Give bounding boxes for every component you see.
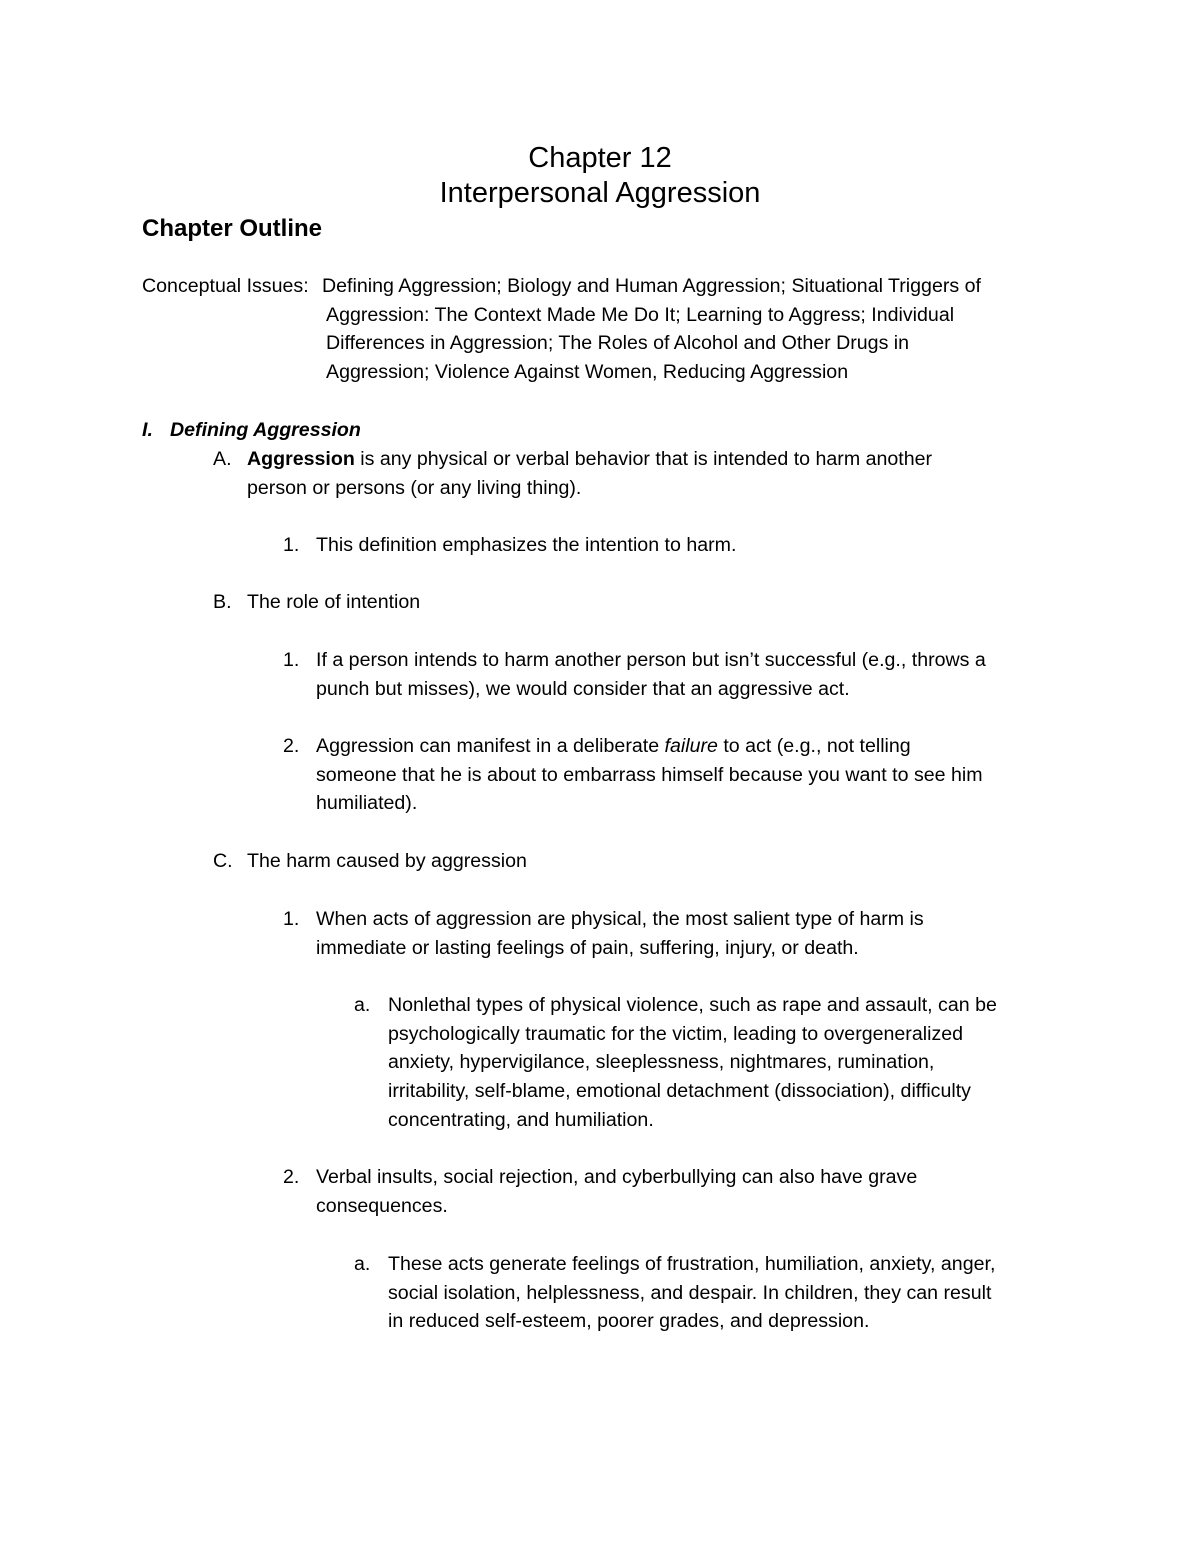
item-marker: 1.: [283, 534, 300, 556]
text-line: person or persons (or any living thing).: [247, 476, 582, 499]
subsection-title: The harm caused by aggression: [247, 850, 527, 872]
item-marker: 2.: [283, 1166, 300, 1188]
chapter-number: Chapter 12: [528, 142, 672, 174]
item-marker: 1.: [283, 908, 300, 930]
outline-heading: Chapter Outline: [142, 215, 323, 242]
text-line: If a person intends to harm another person but isn’t successful (e.g., throws a: [316, 649, 986, 671]
list-item: [316, 1163, 917, 1220]
text-line: concentrating, and humiliation.: [388, 1108, 654, 1131]
text-line: Aggression; Violence Against Women, Reducing Aggression: [326, 361, 849, 384]
section-marker: I.: [142, 419, 153, 441]
text-line: psychologically traumatic for the victim, leading to overgeneralized: [388, 1022, 964, 1045]
text-line: Verbal insults, social rejection, and cyberbullying can also have grave: [316, 1166, 918, 1188]
text-line: When acts of aggression are physical, the most salient type of harm is: [316, 908, 924, 930]
text-line: social isolation, helplessness, and despair. In children, they can result: [388, 1281, 992, 1304]
item-marker: A.: [213, 448, 232, 470]
text-line: Aggression can manifest in a deliberate: [316, 735, 665, 757]
chapter-title: Interpersonal Aggression: [439, 177, 761, 209]
text-line: someone that he is about to embarrass himself because you want to see him: [316, 763, 983, 786]
text-line: humiliated).: [316, 792, 418, 815]
list-item: [316, 732, 983, 818]
item-marker: 2.: [283, 735, 300, 757]
text-line: Nonlethal types of physical violence, such as rape and assault, can be: [388, 994, 997, 1016]
text-line: anxiety, hypervigilance, sleeplessness, nightmares, rumination,: [388, 1051, 935, 1074]
emphasis: failure: [664, 735, 718, 757]
text-line: consequences.: [316, 1194, 448, 1217]
text-line: Aggression: The Context Made Me Do It; Learning to Aggress; Individual: [326, 303, 955, 326]
item-marker: 1.: [283, 649, 300, 671]
definition-paragraph: [247, 445, 932, 502]
item-marker: a.: [354, 1253, 371, 1275]
text-line: to act (e.g., not telling: [717, 735, 911, 757]
text-line: is any physical or verbal behavior that is intended to harm another: [354, 448, 933, 470]
text-line: Defining Aggression; Biology and Human Aggression; Situational Triggers of: [322, 275, 981, 297]
list-item: [316, 646, 986, 703]
list-item: [316, 905, 924, 962]
conceptual-issues-text: [322, 272, 981, 387]
text-line: These acts generate feelings of frustration, humiliation, anxiety, anger,: [388, 1253, 996, 1275]
subsection-title: The role of intention: [247, 591, 421, 613]
item-marker: B.: [213, 591, 232, 613]
list-item: This definition emphasizes the intention to harm.: [316, 534, 737, 556]
term: Aggression: [247, 448, 355, 470]
text-line: punch but misses), we would consider that an aggressive act.: [316, 677, 850, 700]
conceptual-issues-label: Conceptual Issues:: [142, 275, 309, 297]
text-line: in reduced self-esteem, poorer grades, and depression.: [388, 1310, 870, 1333]
list-item: [388, 991, 997, 1134]
section-title: Defining Aggression: [170, 419, 361, 441]
text-line: immediate or lasting feelings of pain, suffering, injury, or death.: [316, 936, 859, 959]
text-line: irritability, self-blame, emotional detachment (dissociation), difficulty: [388, 1080, 971, 1103]
item-marker: a.: [354, 994, 371, 1016]
text-line: Differences in Aggression; The Roles of Alcohol and Other Drugs in: [326, 332, 910, 355]
item-marker: C.: [213, 850, 233, 872]
list-item: [388, 1250, 995, 1336]
